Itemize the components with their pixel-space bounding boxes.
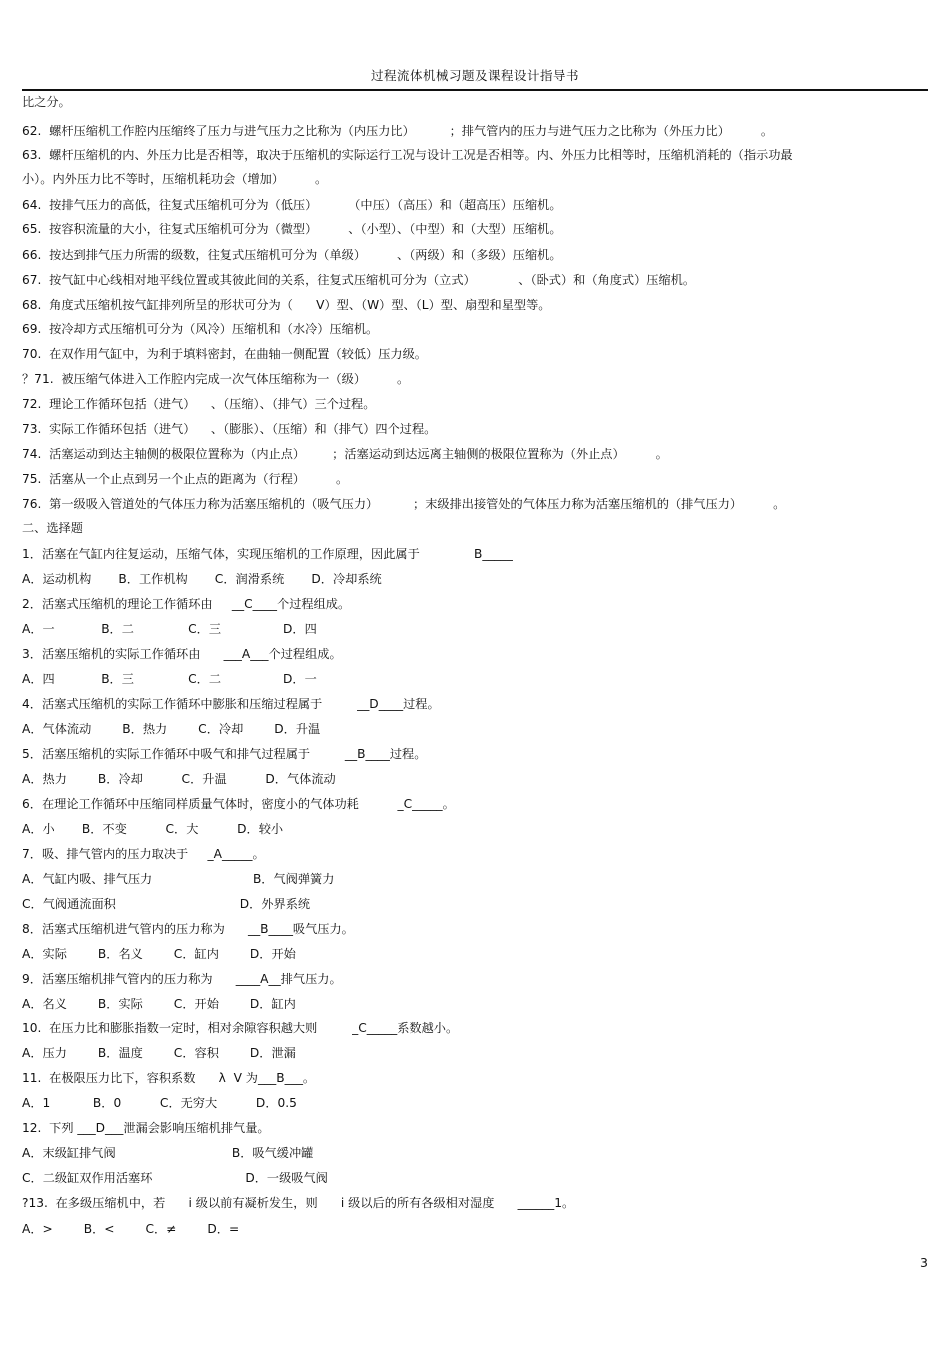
- text-line: A．四 B．三 C．二 D．一: [22, 672, 317, 686]
- text-line: 比之分。: [22, 95, 71, 109]
- text-line: 10. 在压力比和膨胀指数一定时，相对余隙容积越大则 _C_____系数越小。: [22, 1021, 459, 1035]
- text-line: A．压力 B．温度 C．容积 D．泄漏: [22, 1046, 296, 1060]
- text-line: 67. 按气缸中心线相对地平线位置或其彼此间的关系，往复式压缩机可分为（立式） 、（卧式）和（角度式）压缩机。: [22, 273, 696, 287]
- header-rule: [22, 89, 928, 91]
- text-line: 70. 在双作用气缸中，为利于填料密封，在曲轴一侧配置（较低）压力级。: [22, 347, 427, 361]
- text-line: A．实际 B．名义 C．缸内 D．开始: [22, 947, 296, 961]
- text-line: 3．活塞压缩机的实际工作循环由 ___A___个过程组成。: [22, 647, 342, 661]
- text-line: A．名义 B．实际 C．开始 D．缸内: [22, 997, 296, 1011]
- text-line: 12. 下列 ___D___泄漏会影响压缩机排气量。: [22, 1121, 270, 1135]
- text-line: 6．在理论工作循环中压缩同样质量气体时，密度小的气体功耗 _C_____。: [22, 797, 455, 811]
- text-line: 二、选择题: [22, 521, 83, 535]
- text-line: A．1 B．0 C．无穷大 D．0.5: [22, 1096, 297, 1110]
- text-line: 4．活塞式压缩机的实际工作循环中膨胀和压缩过程属于 __D____过程。: [22, 697, 440, 711]
- text-line: A．末级缸排气阀 B．吸气缓冲罐: [22, 1146, 314, 1160]
- text-line: A．一 B．二 C．三 D．四: [22, 622, 317, 636]
- text-line: C．气阀通流面积 D．外界系统: [22, 897, 311, 911]
- text-line: A．运动机构 B．工作机构 C．润滑系统 D．冷却系统: [22, 572, 382, 586]
- text-line: 74. 活塞运动到达主轴侧的极限位置称为（内止点） ；活塞运动到达远离主轴侧的极限位置称为（外止点） 。: [22, 447, 668, 461]
- text-line: A．> B．< C．≠ D．=: [22, 1222, 240, 1236]
- text-line: 75. 活塞从一个止点到另一个止点的距离为（行程） 。: [22, 472, 349, 486]
- text-line: 7．吸、排气管内的压力取决于 _A_____。: [22, 847, 265, 861]
- text-line: 8．活塞式压缩机进气管内的压力称为 __B____吸气压力。: [22, 922, 354, 936]
- text-line: 63. 螺杆压缩机的内、外压力比是否相等，取决于压缩机的实际运行工况与设计工况是否相等。内、外压力比相等时，压缩机消耗的（指示功最: [22, 148, 793, 162]
- text-line: 5．活塞压缩机的实际工作循环中吸气和排气过程属于 __B____过程。: [22, 747, 427, 761]
- text-line: 2．活塞式压缩机的理论工作循环由 __C____个过程组成。: [22, 597, 351, 611]
- text-line: 1．活塞在气缸内往复运动，压缩气体，实现压缩机的工作原理，因此属于 B_____: [22, 547, 513, 561]
- text-line: 68. 角度式压缩机按气缸排列所呈的形状可分为（ V）型、（W）型、（L）型、扇型和星型等。: [22, 298, 551, 312]
- text-line: 65. 按容积流量的大小，往复式压缩机可分为（微型） 、（小型）、（中型）和（大型）压缩机。: [22, 222, 562, 236]
- text-line: A．气体流动 B．热力 C．冷却 D．升温: [22, 722, 321, 736]
- text-line: 66. 按达到排气压力所需的级数，往复式压缩机可分为（单级） 、（两级）和（多级）压缩机。: [22, 248, 562, 262]
- text-line: C．二级缸双作用活塞环 D．一级吸气阀: [22, 1171, 328, 1185]
- text-line: 64. 按排气压力的高低，往复式压缩机可分为（低压） （中压）（高压）和（超高压）压缩机。: [22, 198, 562, 212]
- text-line: A．气缸内吸、排气压力 B．气阀弹簧力: [22, 872, 335, 886]
- text-line: A．小 B．不变 C．大 D．较小: [22, 822, 284, 836]
- text-line: 69. 按冷却方式压缩机可分为（风冷）压缩机和（水冷）压缩机。: [22, 322, 379, 336]
- text-line: 73. 实际工作循环包括（进气） 、（膨胀）、（压缩）和（排气）四个过程。: [22, 422, 437, 436]
- text-line: A．热力 B．冷却 C．升温 D．气体流动: [22, 772, 336, 786]
- text-line: 9．活塞压缩机排气管内的压力称为 ____A__排气压力。: [22, 972, 342, 986]
- page-number: 3: [920, 1255, 928, 1270]
- text-line: ？71. 被压缩气体进入工作腔内完成一次气体压缩称为一（级） 。: [22, 372, 410, 386]
- text-line: 62. 螺杆压缩机工作腔内压缩终了压力与进气压力之比称为（内压力比） ；排气管内的压力与进气压力之比称为（外压力比） 。: [22, 124, 774, 138]
- text-line: 小）。内外压力比不等时，压缩机耗功会（增加） 。: [22, 172, 328, 186]
- text-line: ?13. 在多级压缩机中，若 i 级以前有凝析发生，则 i 级以后的所有各级相对湿度 ______1。: [22, 1196, 575, 1210]
- page-header: 过程流体机械习题及课程设计指导书: [370, 68, 579, 83]
- text-line: 11. 在极限压力比下，容积系数 λ V 为___B___。: [22, 1071, 316, 1085]
- text-line: 76. 第一级吸入管道处的气体压力称为活塞压缩机的（吸气压力） ；末级排出接管处的气体压力称为活塞压缩机的（排气压力） 。: [22, 497, 786, 511]
- text-line: 72. 理论工作循环包括（进气） 、（压缩）、（排气）三个过程。: [22, 397, 376, 411]
